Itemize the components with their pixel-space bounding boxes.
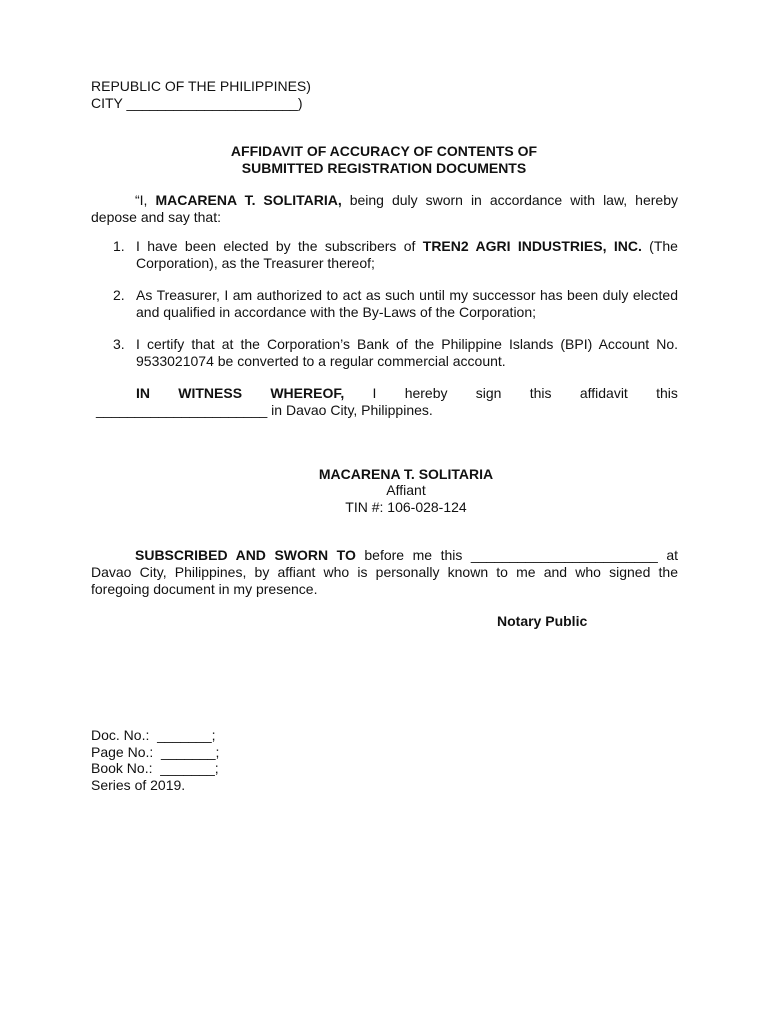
witness-word: IN xyxy=(136,385,150,401)
series: Series of 2019. xyxy=(91,777,186,793)
witness-word: this xyxy=(656,385,678,401)
jurat-paragraph xyxy=(91,547,678,598)
witness-word: affidavit xyxy=(579,385,628,401)
page-no: Page No.: _______; xyxy=(91,744,220,760)
witness-word: WHEREOF, xyxy=(270,385,345,401)
list-item-text: As Treasurer, I am authorized to act as such until my successor has been duly elected and qualified in accordance with the By-Laws of the Corporation; xyxy=(136,287,678,320)
doc-no: Doc. No.: _______; xyxy=(91,727,216,743)
list-item-number: 3. xyxy=(113,336,125,352)
intro-prefix: “I, xyxy=(135,192,156,208)
book-no: Book No.: _______; xyxy=(91,760,219,776)
witness-clause-line-1 xyxy=(136,385,678,402)
list-item-text-post: (The Corporation), as the Treasurer thereof; xyxy=(136,238,678,271)
list-item-text xyxy=(136,238,678,272)
affiant-name: MACARENA T. SOLITARIA xyxy=(318,466,494,482)
witness-word: WITNESS xyxy=(178,385,243,401)
jurat-heading: SUBSCRIBED AND SWORN TO xyxy=(135,547,356,563)
intro-suffix: being duly sworn in accordance with law, hereby depose and say that: xyxy=(91,192,678,225)
corporation-name: TREN2 AGRI INDUSTRIES, INC. xyxy=(422,238,642,254)
header-republic: REPUBLIC OF THE PHILIPPINES) xyxy=(91,78,311,94)
list-item-text: I certify that at the Corporation’s Bank of the Philippine Islands (BPI) Account No. 9533021074 be converted to a regular commercial account. xyxy=(136,336,678,369)
witness-word: hereby xyxy=(404,385,448,401)
header-city: CITY ______________________) xyxy=(91,95,303,111)
witness-word: this xyxy=(529,385,552,401)
document-title-line-1: AFFIDAVIT OF ACCURACY OF CONTENTS OF xyxy=(230,143,538,159)
document-title-line-2: SUBMITTED REGISTRATION DOCUMENTS xyxy=(241,160,527,176)
witness-word: I xyxy=(372,385,377,401)
witness-word: sign xyxy=(475,385,502,401)
jurat-text: before me this ________________________ at Davao City, Philippines, by affiant who is personally known to me and who signed the foregoing document in my presence. xyxy=(91,547,678,597)
intro-paragraph xyxy=(91,192,678,226)
list-item-text-pre: I have been elected by the subscribers of xyxy=(136,238,423,254)
list-item-number: 1. xyxy=(113,238,125,254)
list-item-number: 2. xyxy=(113,287,125,303)
notary-public-label: Notary Public xyxy=(497,613,588,629)
affiant-role: Affiant xyxy=(386,482,426,498)
witness-clause-line-2: ______________________ in Davao City, Philippines. xyxy=(96,402,433,418)
affiant-name-intro: MACARENA T. SOLITARIA, xyxy=(155,192,342,208)
affiant-tin: TIN #: 106-028-124 xyxy=(345,499,467,515)
